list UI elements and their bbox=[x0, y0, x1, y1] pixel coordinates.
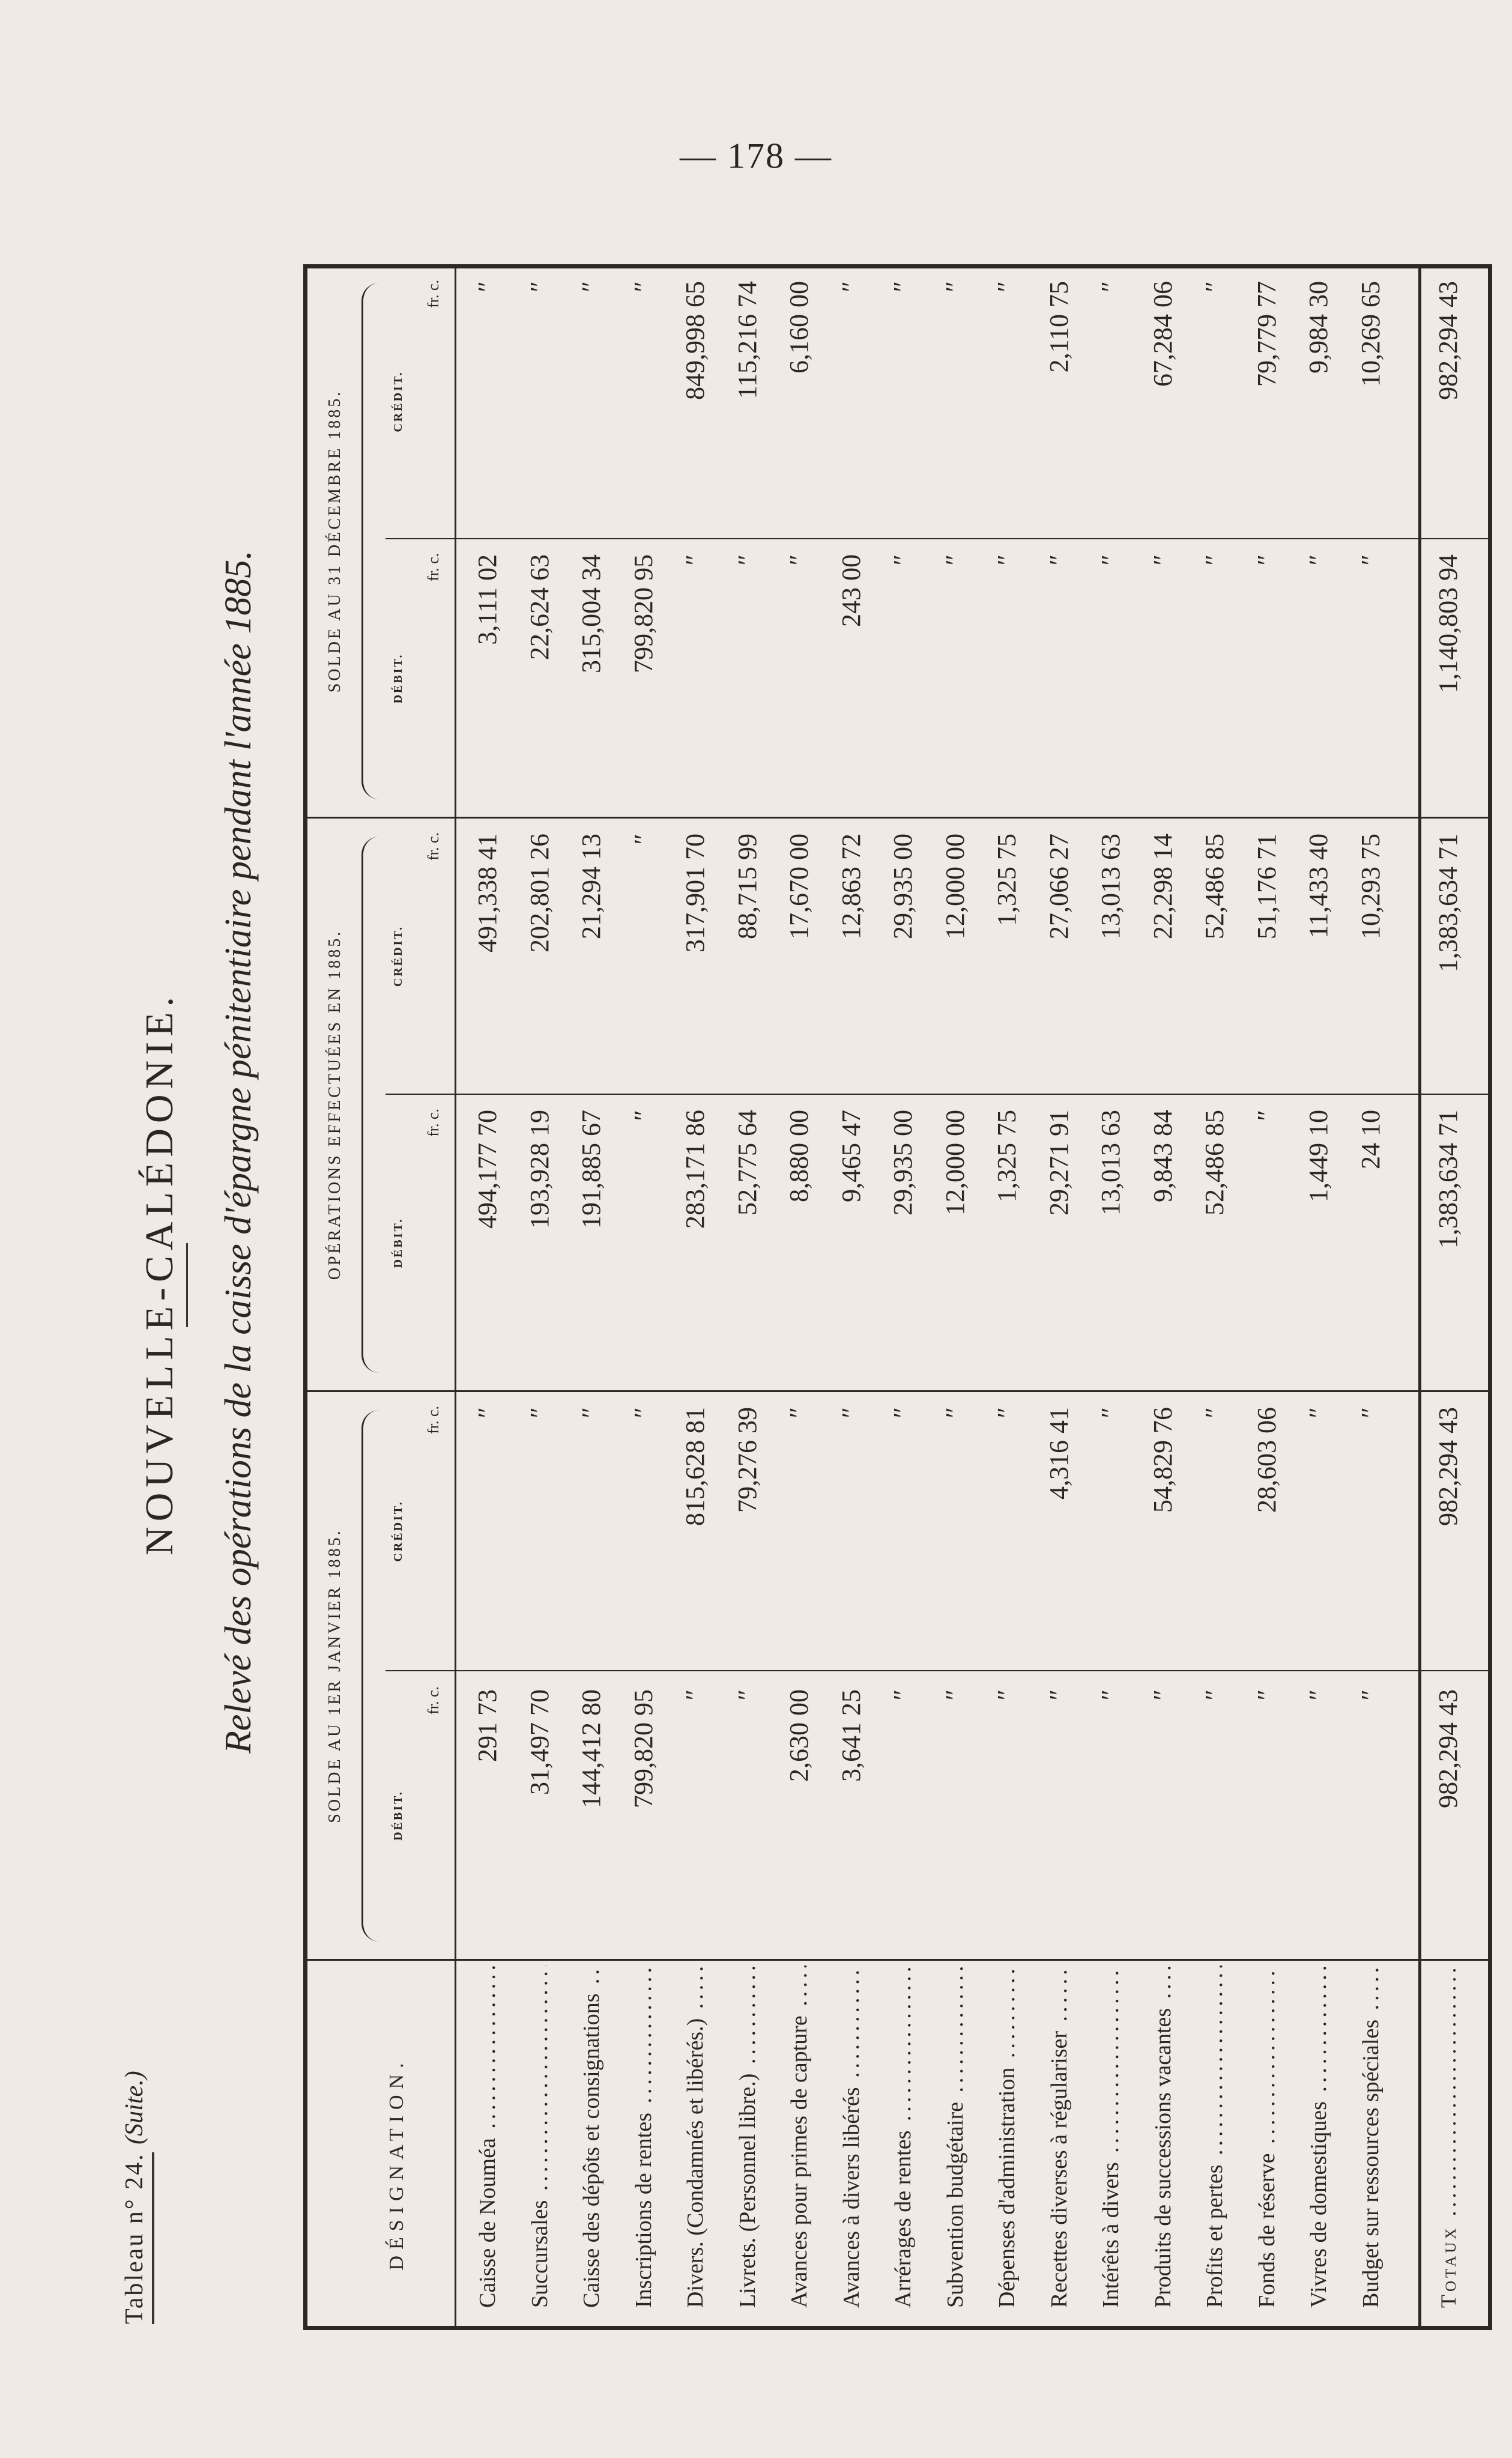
table-row bbox=[933, 268, 978, 2326]
amount-cell: ″ bbox=[940, 1407, 970, 1418]
row-label: Budget sur ressources spéciales ..... bbox=[1348, 1966, 1394, 2308]
amount-cell: ″ bbox=[576, 281, 606, 292]
table-row bbox=[1036, 268, 1082, 2326]
amount-cell: 79,779 77 bbox=[1251, 281, 1281, 387]
amount-cell: 31,497 70 bbox=[524, 1689, 554, 1795]
total-cell: 1,383,634 71 bbox=[1433, 834, 1463, 972]
amount-cell: ″ bbox=[1304, 1689, 1333, 1701]
tableau-suite: (Suite.) bbox=[121, 2071, 148, 2145]
amount-cell: 12,000 00 bbox=[940, 834, 970, 939]
table-row bbox=[1348, 268, 1394, 2326]
table-row bbox=[517, 268, 563, 2326]
table-row bbox=[776, 268, 822, 2326]
table-row bbox=[725, 268, 770, 2326]
amount-cell: ″ bbox=[1304, 1407, 1333, 1418]
amount-cell: 10,269 65 bbox=[1355, 281, 1385, 387]
amount-cell: ″ bbox=[628, 281, 658, 292]
amount-cell: 11,433 40 bbox=[1304, 834, 1333, 939]
total-cell: 1,140,803 94 bbox=[1433, 554, 1463, 693]
amount-cell: ″ bbox=[1044, 1689, 1074, 1701]
amount-cell: 54,829 76 bbox=[1148, 1407, 1178, 1513]
amount-cell: ″ bbox=[1251, 1110, 1281, 1121]
amount-cell: 315,004 34 bbox=[576, 554, 606, 673]
amount-cell: 283,171 86 bbox=[680, 1110, 710, 1229]
amount-cell: ″ bbox=[473, 1407, 502, 1418]
amount-cell: 24 10 bbox=[1355, 1110, 1385, 1169]
row-label: Intérêts à divers ..... bbox=[1088, 1966, 1134, 2308]
amount-cell: 291 73 bbox=[473, 1689, 502, 1762]
amount-cell: 4,316 41 bbox=[1044, 1407, 1074, 1500]
total-cell: 1,383,634 71 bbox=[1433, 1110, 1463, 1249]
amount-cell: ″ bbox=[888, 554, 918, 566]
amount-cell: ″ bbox=[473, 281, 502, 292]
page-subtitle: Relevé des opérations de la caisse d'épargne pénitentiaire pendant l'année 1885. bbox=[218, 550, 259, 1754]
amount-cell: 29,271 91 bbox=[1044, 1110, 1074, 1215]
amount-cell: 243 00 bbox=[836, 554, 866, 627]
row-label: Vivres de domestiques ..... bbox=[1296, 1966, 1341, 2308]
amount-cell: ″ bbox=[784, 1407, 814, 1418]
table-row bbox=[880, 268, 926, 2326]
units-label: fr. c. bbox=[425, 1686, 442, 1715]
units-label: fr. c. bbox=[425, 280, 442, 308]
row-label: Profits et pertes ..... bbox=[1192, 1966, 1238, 2308]
totals-rule bbox=[1418, 268, 1421, 2326]
amount-cell: 8,880 00 bbox=[784, 1110, 814, 1202]
amount-cell: 13,013 63 bbox=[1096, 1110, 1125, 1215]
amount-cell: ″ bbox=[628, 1110, 658, 1121]
amount-cell: 1,325 75 bbox=[992, 1110, 1021, 1202]
table-row bbox=[1140, 268, 1186, 2326]
amount-cell: ″ bbox=[1096, 1689, 1125, 1701]
amount-cell: 202,801 26 bbox=[524, 834, 554, 952]
debit-header: DÉBIT. bbox=[392, 1790, 405, 1841]
amount-cell: 9,465 47 bbox=[836, 1110, 866, 1202]
amount-cell: 2,110 75 bbox=[1044, 281, 1074, 373]
amount-cell: 6,160 00 bbox=[784, 281, 814, 374]
group-header-solde-janvier: SOLDE AU 1ER JANVIER 1885. bbox=[325, 1528, 344, 1823]
header-rule bbox=[455, 268, 456, 2326]
units-label: fr. c. bbox=[425, 553, 442, 581]
amount-cell: 9,843 84 bbox=[1148, 1110, 1178, 1202]
amount-cell: ″ bbox=[940, 281, 970, 292]
amount-cell: ″ bbox=[888, 1407, 918, 1418]
amount-cell: 494,177 70 bbox=[473, 1110, 502, 1229]
credit-header: CRÉDIT. bbox=[392, 371, 405, 432]
amount-cell: 52,775 64 bbox=[732, 1110, 762, 1215]
amount-cell: 815,628 81 bbox=[680, 1407, 710, 1526]
row-label: Divers. (Condamnés et libérés.) ..... bbox=[673, 1966, 718, 2308]
amount-cell: ″ bbox=[888, 1689, 918, 1701]
units-label: fr. c. bbox=[425, 1406, 442, 1434]
amount-cell: ″ bbox=[992, 281, 1021, 292]
amount-cell: 799,820 95 bbox=[628, 554, 658, 673]
amount-cell: ″ bbox=[836, 1407, 866, 1418]
table-row bbox=[621, 268, 667, 2326]
amount-cell: 12,000 00 bbox=[940, 1110, 970, 1215]
amount-cell: ″ bbox=[1251, 554, 1281, 566]
amount-cell: 29,935 00 bbox=[888, 1110, 918, 1215]
total-cell: 982,294 43 bbox=[1433, 281, 1463, 400]
amount-cell: 22,298 14 bbox=[1148, 834, 1178, 939]
amount-cell: ″ bbox=[732, 1689, 762, 1701]
amount-cell: ″ bbox=[1251, 1689, 1281, 1701]
amount-cell: ″ bbox=[628, 834, 658, 845]
amount-cell: ″ bbox=[992, 1689, 1021, 1701]
row-label: Subvention budgétaire ..... bbox=[933, 1966, 978, 2308]
amount-cell: 491,338 41 bbox=[473, 834, 502, 952]
table-row bbox=[465, 268, 510, 2326]
table-row bbox=[1296, 268, 1341, 2326]
amount-cell: 3,641 25 bbox=[836, 1689, 866, 1782]
rotated-page-content bbox=[0, 240, 1512, 2354]
row-label: Fonds de réserve ..... bbox=[1244, 1966, 1290, 2308]
credit-header: CRÉDIT. bbox=[392, 925, 405, 987]
amount-cell: ″ bbox=[888, 281, 918, 292]
amount-cell: ″ bbox=[1200, 1689, 1229, 1701]
amount-cell: ″ bbox=[680, 554, 710, 566]
group-header-operations: OPÉRATIONS EFFECTUÉES EN 1885. bbox=[325, 929, 344, 1280]
amount-cell: 12,863 72 bbox=[836, 834, 866, 939]
amount-cell: 67,284 06 bbox=[1148, 281, 1178, 387]
amount-cell: ″ bbox=[940, 1689, 970, 1701]
amount-cell: 317,901 70 bbox=[680, 834, 710, 952]
amount-cell: ″ bbox=[992, 1407, 1021, 1418]
row-label: Produits de successions vacantes ..... bbox=[1140, 1966, 1186, 2308]
amount-cell: ″ bbox=[1200, 281, 1229, 292]
amount-cell: ″ bbox=[732, 554, 762, 566]
row-label: Arrérages de rentes ..... bbox=[880, 1966, 926, 2308]
operations-table bbox=[303, 264, 1492, 2330]
amount-cell: 1,325 75 bbox=[992, 834, 1021, 926]
row-label: Avances à divers libérés ..... bbox=[829, 1966, 874, 2308]
table-row bbox=[569, 268, 614, 2326]
amount-cell: 17,670 00 bbox=[784, 834, 814, 939]
table-row bbox=[673, 268, 718, 2326]
amount-cell: ″ bbox=[1200, 1407, 1229, 1418]
table-row bbox=[1244, 268, 1290, 2326]
amount-cell: 193,928 19 bbox=[524, 1110, 554, 1229]
table-row bbox=[829, 268, 874, 2326]
amount-cell: ″ bbox=[1096, 1407, 1125, 1418]
amount-cell: 13,013 63 bbox=[1096, 834, 1125, 939]
group-brace bbox=[361, 283, 381, 799]
amount-cell: ″ bbox=[524, 281, 554, 292]
row-label: Dépenses d'administration ..... bbox=[984, 1966, 1030, 2308]
amount-cell: 28,603 06 bbox=[1251, 1407, 1281, 1513]
amount-cell: 191,885 67 bbox=[576, 1110, 606, 1229]
row-label: Recettes diverses à régulariser ..... bbox=[1036, 1966, 1082, 2308]
row-label: Avances pour primes de capture ..... bbox=[776, 1966, 822, 2308]
debit-header: DÉBIT. bbox=[392, 653, 405, 704]
amount-cell: ″ bbox=[576, 1407, 606, 1418]
page-number: — 178 — bbox=[680, 136, 832, 176]
amount-cell: 51,176 71 bbox=[1251, 834, 1281, 939]
row-label: Caisse de Nouméa ..... bbox=[465, 1966, 510, 2308]
amount-cell: 22,624 63 bbox=[524, 554, 554, 660]
amount-cell: ″ bbox=[524, 1407, 554, 1418]
row-label: Succursales ..... bbox=[517, 1966, 563, 2308]
group-brace bbox=[361, 837, 381, 1373]
amount-cell: 1,449 10 bbox=[1304, 1110, 1333, 1202]
group-header-solde-decembre: SOLDE AU 31 DÉCEMBRE 1885. bbox=[325, 389, 344, 693]
amount-cell: ″ bbox=[628, 1407, 658, 1418]
amount-cell: ″ bbox=[1304, 554, 1333, 566]
amount-cell: 21,294 13 bbox=[576, 834, 606, 939]
amount-cell: 2,630 00 bbox=[784, 1689, 814, 1782]
table-row bbox=[1088, 268, 1134, 2326]
units-label: fr. c. bbox=[425, 832, 442, 861]
title-rule bbox=[186, 1243, 188, 1327]
totals-label: Totaux ..... bbox=[1426, 1966, 1471, 2308]
amount-cell: 799,820 95 bbox=[628, 1689, 658, 1808]
row-label: Caisse des dépôts et consignations ..... bbox=[569, 1966, 614, 2308]
page-title: NOUVELLE-CALÉDONIE. bbox=[138, 991, 181, 1555]
amount-cell: 10,293 75 bbox=[1355, 834, 1385, 939]
table-row bbox=[984, 268, 1030, 2326]
totals-row bbox=[1426, 268, 1471, 2326]
table-row bbox=[1192, 268, 1238, 2326]
total-cell: 982,294 43 bbox=[1433, 1689, 1463, 1808]
designation-header: DÉSIGNATION. bbox=[386, 2057, 408, 2271]
group-brace bbox=[361, 1410, 381, 1942]
total-cell: 982,294 43 bbox=[1433, 1407, 1463, 1526]
amount-cell: 79,276 39 bbox=[732, 1407, 762, 1513]
credit-header: CRÉDIT. bbox=[392, 1500, 405, 1562]
debit-header: DÉBIT. bbox=[392, 1217, 405, 1268]
amount-cell: 52,486 85 bbox=[1200, 834, 1229, 939]
amount-cell: ″ bbox=[680, 1689, 710, 1701]
amount-cell: 115,216 74 bbox=[732, 281, 762, 399]
amount-cell: 52,486 85 bbox=[1200, 1110, 1229, 1215]
row-label: Livrets. (Personnel libre.) ..... bbox=[725, 1966, 770, 2308]
units-label: fr. c. bbox=[425, 1109, 442, 1137]
amount-cell: ″ bbox=[1148, 554, 1178, 566]
amount-cell: ″ bbox=[836, 281, 866, 292]
amount-cell: ″ bbox=[1148, 1689, 1178, 1701]
amount-cell: ″ bbox=[1200, 554, 1229, 566]
amount-cell: 88,715 99 bbox=[732, 834, 762, 939]
amount-cell: ″ bbox=[992, 554, 1021, 566]
amount-cell: ″ bbox=[1355, 554, 1385, 566]
amount-cell: ″ bbox=[784, 554, 814, 566]
amount-cell: ″ bbox=[1044, 554, 1074, 566]
row-label: Inscriptions de rentes ..... bbox=[621, 1966, 667, 2308]
amount-cell: 144,412 80 bbox=[576, 1689, 606, 1808]
tableau-number: Tableau n° 24. bbox=[121, 2152, 154, 2324]
amount-cell: 9,984 30 bbox=[1304, 281, 1333, 374]
amount-cell: ″ bbox=[1096, 554, 1125, 566]
tableau-label bbox=[120, 2071, 149, 2324]
amount-cell: ″ bbox=[1355, 1407, 1385, 1418]
amount-cell: ″ bbox=[1355, 1689, 1385, 1701]
amount-cell: ″ bbox=[1096, 281, 1125, 292]
amount-cell: 849,998 65 bbox=[680, 281, 710, 400]
amount-cell: 3,111 02 bbox=[473, 554, 502, 645]
amount-cell: ″ bbox=[940, 554, 970, 566]
amount-cell: 29,935 00 bbox=[888, 834, 918, 939]
amount-cell: 27,066 27 bbox=[1044, 834, 1074, 939]
